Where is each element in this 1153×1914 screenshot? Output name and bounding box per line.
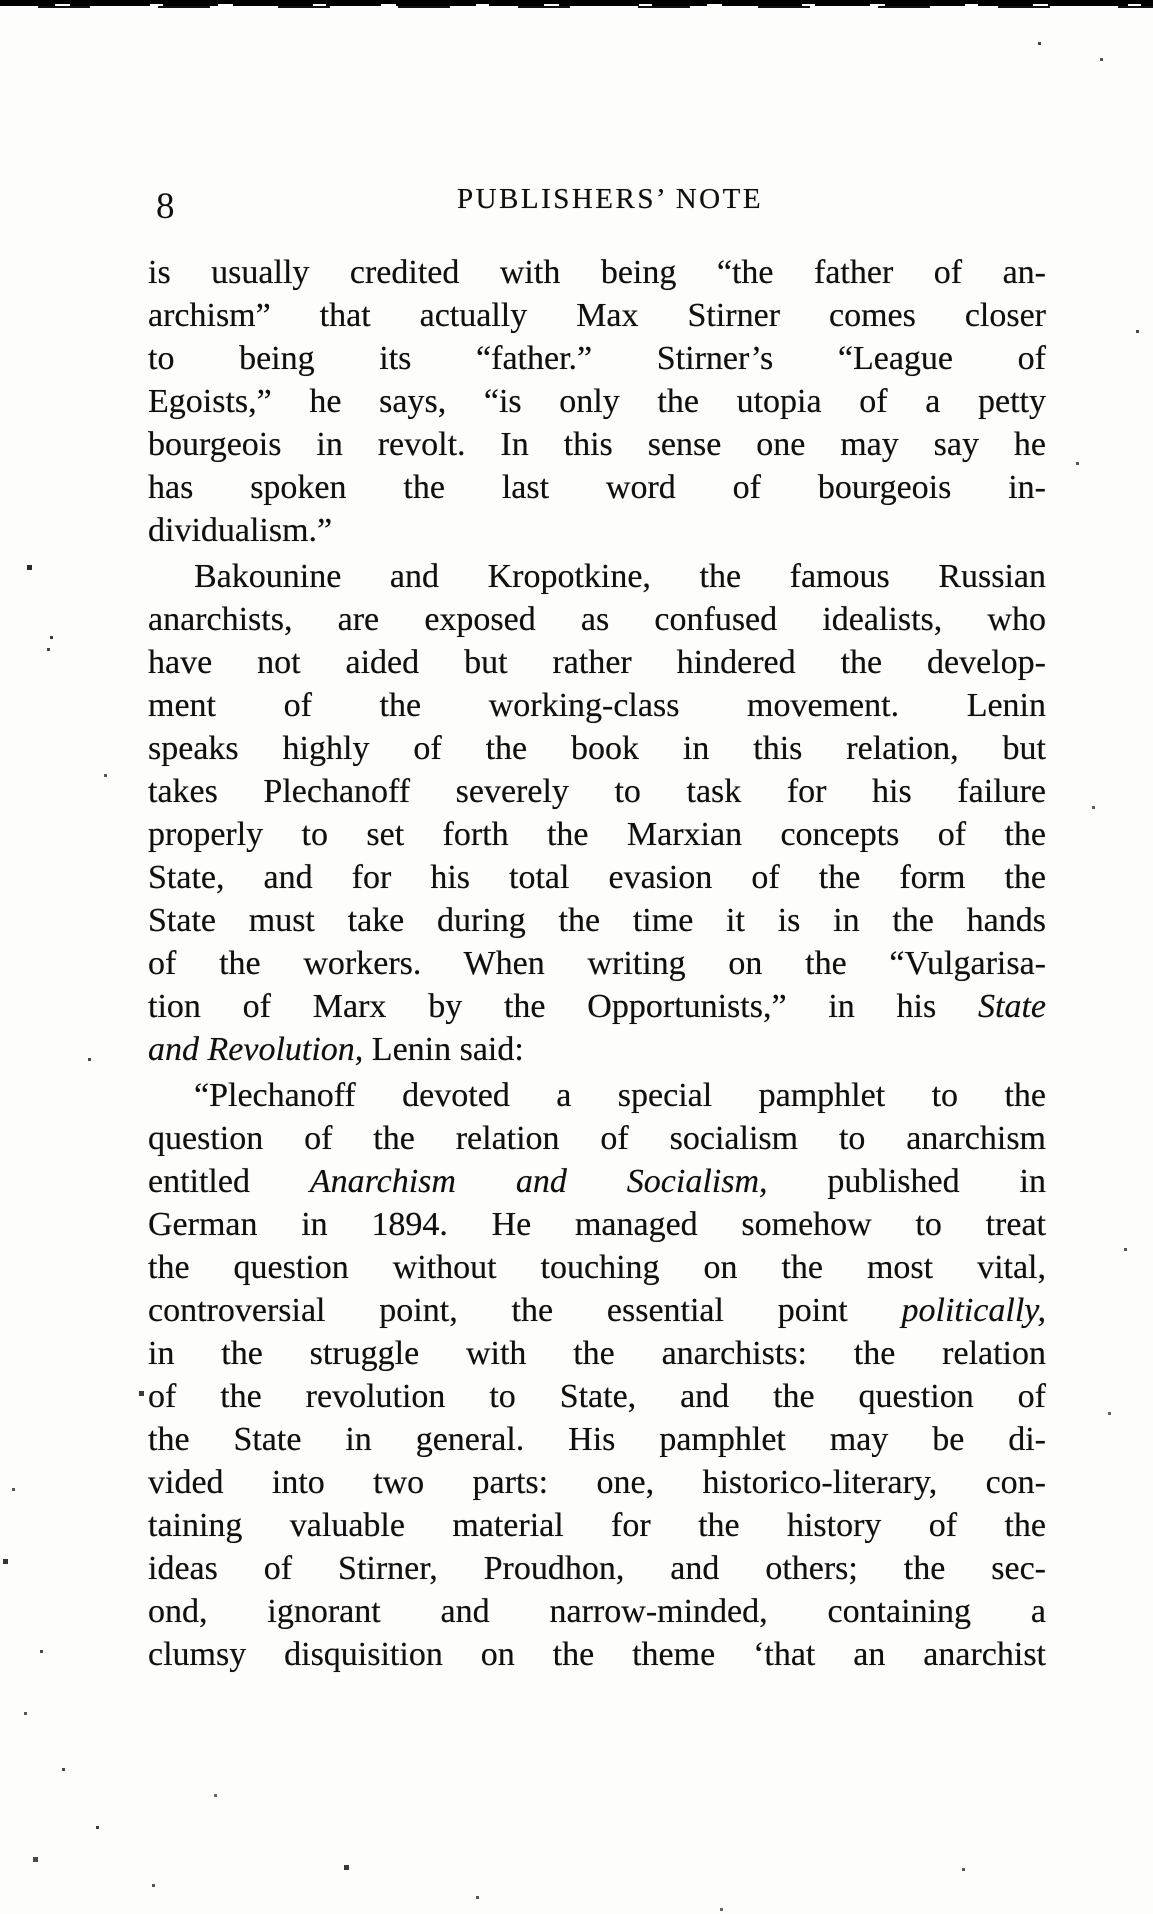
text-line	[148, 1547, 1046, 1590]
page-header	[148, 183, 1046, 229]
text-segment: have not aided but rather hindered the develop-	[148, 644, 1046, 681]
scan-noise-specks	[0, 0, 3, 3]
text-line	[148, 466, 1046, 509]
page-body	[148, 251, 1046, 1679]
text-segment: taining valuable material for the history of the	[148, 1507, 1046, 1544]
text-line	[148, 1590, 1046, 1633]
text-line	[148, 509, 1046, 552]
text-line	[148, 1074, 1046, 1117]
text-segment: entitled	[148, 1163, 310, 1200]
text-line	[148, 598, 1046, 641]
italic-text: State	[978, 988, 1046, 1025]
text-line	[148, 1461, 1046, 1504]
text-segment: the State in general. His pamphlet may be di-	[148, 1421, 1046, 1458]
text-segment: to being its “father.” Stirner’s “League of	[148, 340, 1046, 377]
text-segment: archism” that actually Max Stirner comes closer	[148, 297, 1046, 334]
text-line	[148, 813, 1046, 856]
scan-edge-artifact	[0, 0, 1153, 10]
text-segment: has spoken the last word of bourgeois in-	[148, 469, 1046, 506]
text-segment: clumsy disquisition on the theme ‘that an anarchist	[148, 1636, 1046, 1673]
paragraph	[148, 555, 1046, 1071]
text-line	[148, 1028, 1046, 1071]
text-segment: published in	[767, 1163, 1046, 1200]
text-line	[148, 337, 1046, 380]
text-line	[148, 899, 1046, 942]
text-line	[148, 1504, 1046, 1547]
italic-text: politically,	[901, 1292, 1046, 1329]
text-line	[148, 380, 1046, 423]
text-segment: vided into two parts: one, historico-literary, con-	[148, 1464, 1046, 1501]
text-segment: anarchists, are exposed as confused idealists, who	[148, 601, 1046, 638]
text-segment: speaks highly of the book in this relation, but	[148, 730, 1046, 767]
text-segment: Bakounine and Kropotkine, the famous Russian	[194, 558, 1046, 595]
text-line	[148, 684, 1046, 727]
text-line	[148, 1203, 1046, 1246]
text-line	[148, 985, 1046, 1028]
italic-text: Anarchism and Socialism,	[309, 1163, 768, 1200]
text-segment: question of the relation of socialism to anarchism	[148, 1120, 1046, 1157]
running-head: PUBLISHERS’ NOTE	[456, 183, 764, 215]
paragraph	[148, 1074, 1046, 1676]
text-segment: Lenin said:	[363, 1031, 524, 1068]
paragraph	[148, 251, 1046, 552]
text-line	[148, 641, 1046, 684]
text-segment: ment of the working-class movement. Lenin	[148, 687, 1046, 724]
text-segment: dividualism.”	[148, 512, 333, 549]
text-segment: of the revolution to State, and the question of	[148, 1378, 1046, 1415]
text-line	[148, 1633, 1046, 1676]
text-segment: is usually credited with being “the father of an-	[148, 254, 1046, 291]
text-line	[148, 727, 1046, 770]
text-line	[148, 1418, 1046, 1461]
text-line	[148, 1117, 1046, 1160]
text-line	[148, 1160, 1046, 1203]
text-line	[148, 1375, 1046, 1418]
text-segment: bourgeois in revolt. In this sense one may say he	[148, 426, 1046, 463]
text-segment: Egoists,” he says, “is only the utopia of a petty	[148, 383, 1046, 420]
text-segment: of the workers. When writing on the “Vulgarisa-	[148, 945, 1046, 982]
text-segment: tion of Marx by the Opportunists,” in his	[148, 988, 979, 1025]
text-segment: German in 1894. He managed somehow to treat	[148, 1206, 1046, 1243]
text-line	[148, 1289, 1046, 1332]
text-segment: ideas of Stirner, Proudhon, and others; the sec-	[148, 1550, 1046, 1587]
text-line	[148, 1332, 1046, 1375]
text-segment: controversial point, the essential point	[148, 1292, 902, 1329]
text-line	[148, 942, 1046, 985]
text-line	[148, 1246, 1046, 1289]
text-line	[148, 251, 1046, 294]
text-line	[148, 294, 1046, 337]
text-line	[148, 423, 1046, 466]
text-segment: State must take during the time it is in the hands	[148, 902, 1046, 939]
page-number: 8	[156, 186, 176, 227]
text-line	[148, 856, 1046, 899]
text-segment: takes Plechanoff severely to task for his failure	[148, 773, 1046, 810]
text-segment: ond, ignorant and narrow-minded, containing a	[148, 1593, 1046, 1630]
italic-text: and Revolution,	[148, 1031, 364, 1068]
text-segment: properly to set forth the Marxian concepts of the	[148, 816, 1046, 853]
text-segment: State, and for his total evasion of the form the	[148, 859, 1046, 896]
text-line	[148, 770, 1046, 813]
text-line	[148, 555, 1046, 598]
text-segment: “Plechanoff devoted a special pamphlet to the	[194, 1077, 1046, 1114]
text-segment: in the struggle with the anarchists: the relation	[148, 1335, 1046, 1372]
text-segment: the question without touching on the most vital,	[148, 1249, 1046, 1286]
